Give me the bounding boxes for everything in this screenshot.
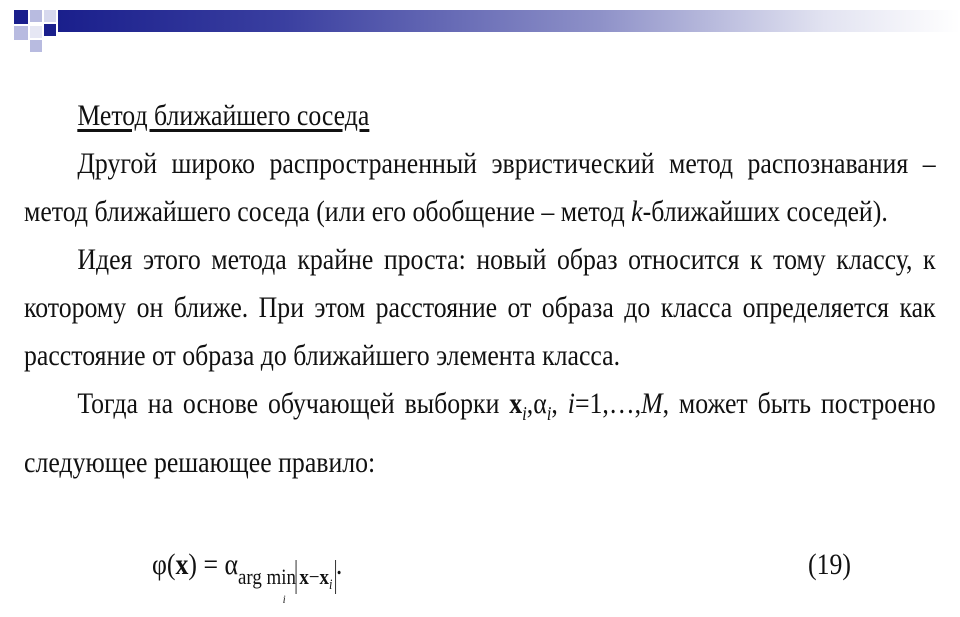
paragraph <box>24 140 936 236</box>
decor-square <box>30 26 42 38</box>
math-range: =1,…, <box>574 387 642 420</box>
paragraph-text: -ближайших соседей). <box>642 195 888 228</box>
slide-banner <box>0 0 960 52</box>
paragraph <box>24 380 936 487</box>
decor-square <box>30 10 42 22</box>
paragraph-text: Тогда на основе обучающей выборки <box>77 387 510 420</box>
formula-row <box>0 548 960 608</box>
decor-square <box>14 10 28 24</box>
paragraph-text: , может быть построено следующее решающее правило: <box>24 387 936 479</box>
decor-square <box>14 26 28 40</box>
math-sub-i: i <box>522 403 527 425</box>
paragraph: Идея этого метода крайне проста: новый образ относится к тому классу, к которому он ближе. При этом расстояние от образа до класса определяется как расстояние от образа до ближайшего элемента класса. <box>24 243 936 372</box>
equation-number: (19) <box>808 548 851 581</box>
formula-rpar-eq: ) = <box>188 548 225 581</box>
math-alpha: α <box>533 387 547 420</box>
formula-lpar: ( <box>166 548 176 581</box>
formula-alpha: α <box>224 548 238 581</box>
math-comma: , <box>551 387 558 420</box>
decor-square <box>44 24 56 36</box>
formula-abs-sub: i <box>328 576 333 593</box>
formula-argmin-sub: i <box>282 592 286 606</box>
math-M: M <box>641 387 663 420</box>
paragraph-text: Другой широко распространенный эвристический метод распознавания – метод ближайшего соседа (или его обобщение – метод <box>24 147 936 228</box>
decor-square <box>44 10 56 22</box>
formula-abs-x: x <box>299 563 309 589</box>
formula-argmin <box>237 548 296 606</box>
banner-gradient-bar <box>58 10 960 32</box>
formula-period: . <box>335 548 343 581</box>
decor-square <box>30 40 42 52</box>
formula-phi: φ <box>152 548 167 581</box>
math-comma: , <box>526 387 534 420</box>
math-x: x <box>509 387 523 420</box>
formula-minus: − <box>308 563 320 589</box>
decision-rule-formula <box>152 548 343 606</box>
formula-argmin-label: arg min <box>237 563 296 589</box>
section-heading: Метод ближайшего соседа <box>77 99 370 132</box>
formula-x: x <box>175 548 189 581</box>
math-sub-i: i <box>546 403 552 425</box>
math-i: i <box>567 387 575 420</box>
slide-body <box>24 92 936 487</box>
formula-abs-xi: x <box>319 563 329 589</box>
math-k: k <box>631 195 643 228</box>
formula-abs <box>296 560 336 594</box>
